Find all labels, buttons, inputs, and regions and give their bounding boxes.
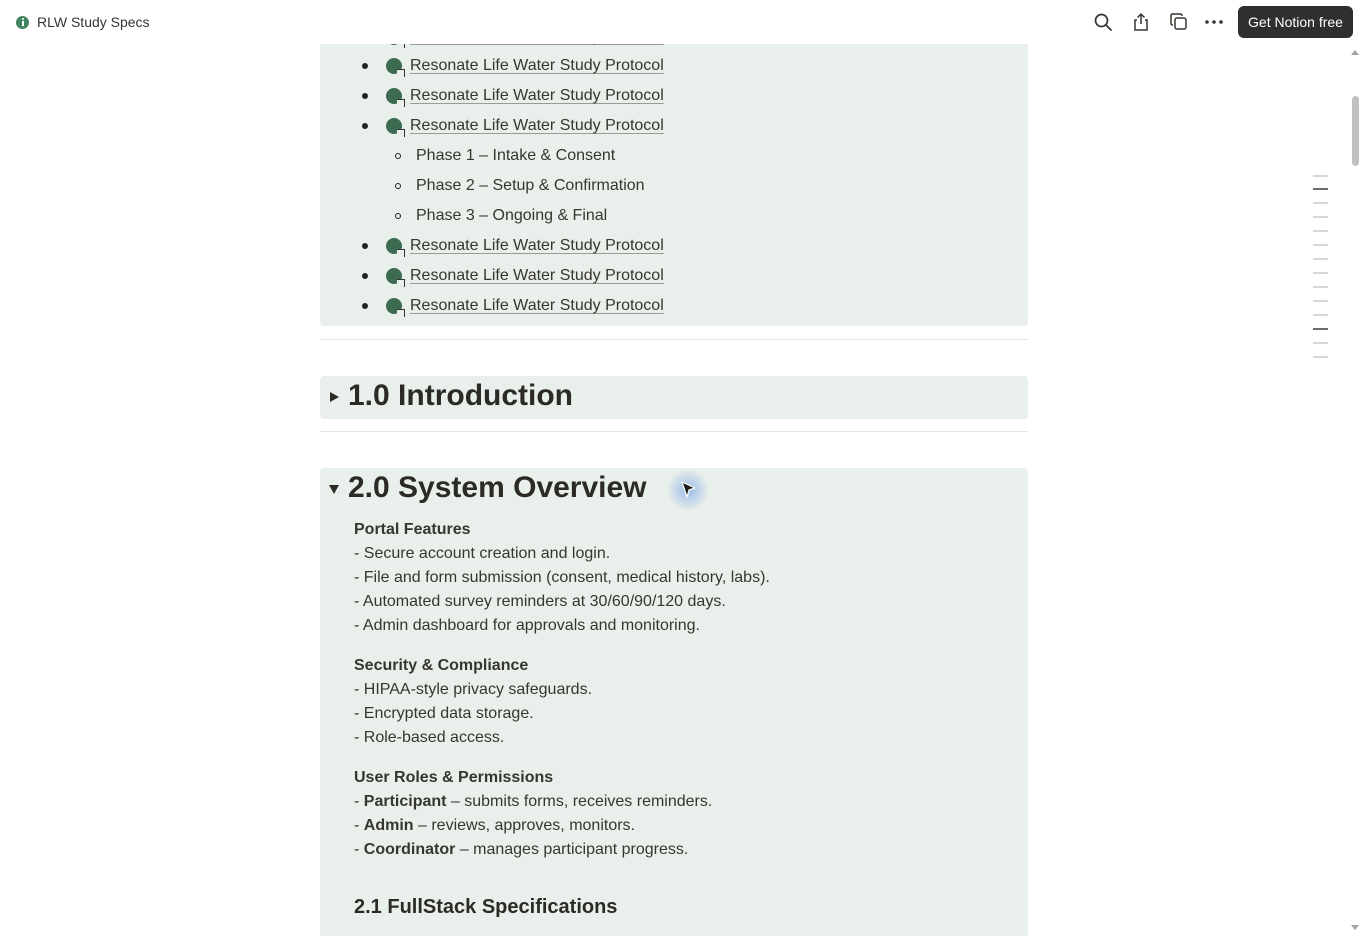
role-name: Coordinator bbox=[363, 841, 456, 858]
list-item[interactable] bbox=[362, 264, 664, 288]
sub-list-item bbox=[395, 144, 615, 168]
toc-line[interactable] bbox=[1313, 202, 1328, 204]
role-line bbox=[354, 838, 688, 862]
portal-features-title: Portal Features bbox=[354, 521, 471, 538]
page-link[interactable]: Resonate Life Water Study Protocol bbox=[410, 237, 664, 254]
sub-bullet bbox=[395, 183, 401, 189]
list-item[interactable] bbox=[362, 294, 664, 318]
bullet bbox=[362, 63, 368, 69]
page-link[interactable]: Resonate Life Water Study Protocol bbox=[410, 57, 664, 74]
intro-heading: 1.0 Introduction bbox=[348, 379, 573, 412]
get-notion-button[interactable]: Get Notion free bbox=[1238, 6, 1353, 38]
text-line: - Secure account creation and login. bbox=[354, 545, 611, 562]
role-desc: – reviews, approves, monitors. bbox=[413, 817, 635, 834]
bullet bbox=[362, 243, 368, 249]
scrollbar-track[interactable] bbox=[1348, 44, 1363, 936]
page-link-icon bbox=[386, 118, 402, 134]
duplicate-button[interactable] bbox=[1167, 10, 1191, 34]
role-name: Admin bbox=[363, 817, 414, 834]
role-line bbox=[354, 814, 635, 838]
page-link-icon bbox=[386, 238, 402, 254]
more-icon bbox=[1204, 19, 1224, 25]
text-line: - Admin dashboard for approvals and monitoring. bbox=[354, 617, 700, 634]
toc-line[interactable] bbox=[1313, 230, 1328, 232]
info-icon bbox=[16, 16, 29, 29]
page-link-icon bbox=[386, 268, 402, 284]
toggle-collapsed-icon[interactable] bbox=[330, 392, 339, 402]
sub-bullet bbox=[395, 153, 401, 159]
page-link[interactable]: Resonate Life Water Study Protocol bbox=[410, 117, 664, 134]
role-desc: – submits forms, receives reminders. bbox=[446, 793, 713, 810]
share-button[interactable] bbox=[1129, 10, 1153, 34]
bullet bbox=[362, 303, 368, 309]
sub-item-text: Phase 3 – Ongoing & Final bbox=[416, 207, 608, 224]
divider bbox=[320, 431, 1028, 432]
scroll-down-arrow-icon[interactable] bbox=[1351, 925, 1359, 930]
toc-line[interactable] bbox=[1313, 188, 1328, 190]
list-item[interactable] bbox=[362, 114, 664, 138]
more-button[interactable] bbox=[1202, 10, 1226, 34]
toc-line[interactable] bbox=[1313, 342, 1328, 344]
toc-line[interactable] bbox=[1313, 175, 1328, 177]
text-line: - HIPAA-style privacy safeguards. bbox=[354, 681, 593, 698]
text-line: - Role-based access. bbox=[354, 729, 505, 746]
text-line: - Automated survey reminders at 30/60/90/120 days. bbox=[354, 593, 726, 610]
security-title: Security & Compliance bbox=[354, 657, 529, 674]
toc-line[interactable] bbox=[1313, 356, 1328, 358]
mouse-cursor-icon bbox=[681, 481, 697, 499]
toggle-expanded-icon[interactable] bbox=[329, 485, 339, 494]
search-button[interactable] bbox=[1091, 10, 1115, 34]
page-link-icon bbox=[386, 88, 402, 104]
toc-line[interactable] bbox=[1313, 314, 1328, 316]
role-prefix: - bbox=[354, 841, 364, 858]
bullet bbox=[362, 273, 368, 279]
page-title: RLW Study Specs bbox=[37, 14, 150, 30]
duplicate-icon bbox=[1169, 12, 1189, 32]
page-link-icon bbox=[386, 58, 402, 74]
text-line: - File and form submission (consent, medical history, labs). bbox=[354, 569, 770, 586]
text-line: - Encrypted data storage. bbox=[354, 705, 534, 722]
page-link[interactable]: Resonate Life Water Study Protocol bbox=[410, 267, 664, 284]
sub-list-item bbox=[395, 174, 645, 198]
toc-line[interactable] bbox=[1313, 216, 1328, 218]
page-link[interactable]: Resonate Life Water Study Protocol bbox=[410, 87, 664, 104]
toc-line[interactable] bbox=[1313, 286, 1328, 288]
top-bar bbox=[0, 0, 1363, 44]
overview-heading[interactable]: 2.0 System Overview bbox=[348, 471, 647, 504]
toc-line[interactable] bbox=[1313, 244, 1328, 246]
role-prefix: - bbox=[354, 793, 364, 810]
breadcrumb[interactable] bbox=[16, 12, 150, 32]
share-icon bbox=[1132, 12, 1150, 32]
list-item[interactable] bbox=[362, 84, 664, 108]
sub-item-text: Phase 1 – Intake & Consent bbox=[416, 147, 616, 164]
scrollbar-thumb[interactable] bbox=[1352, 96, 1359, 166]
list-item[interactable] bbox=[362, 54, 664, 78]
toc-line[interactable] bbox=[1313, 328, 1328, 330]
divider bbox=[320, 339, 1028, 340]
sub-list-item bbox=[395, 204, 607, 228]
fullstack-subheading: 2.1 FullStack Specifications bbox=[354, 896, 618, 918]
sub-item-text: Phase 2 – Setup & Confirmation bbox=[416, 177, 645, 194]
search-icon bbox=[1093, 12, 1113, 32]
list-item[interactable] bbox=[362, 234, 664, 258]
toc-line[interactable] bbox=[1313, 272, 1328, 274]
role-prefix: - bbox=[354, 817, 364, 834]
sub-bullet bbox=[395, 213, 401, 219]
bullet bbox=[362, 93, 368, 99]
scroll-up-arrow-icon[interactable] bbox=[1351, 50, 1359, 55]
toc-line[interactable] bbox=[1313, 258, 1328, 260]
role-name: Participant bbox=[363, 793, 447, 810]
page-link-icon bbox=[386, 298, 402, 314]
roles-title: User Roles & Permissions bbox=[354, 769, 554, 786]
page-link[interactable]: Resonate Life Water Study Protocol bbox=[410, 297, 664, 314]
role-desc: – manages participant progress. bbox=[455, 841, 689, 858]
toc-line[interactable] bbox=[1313, 300, 1328, 302]
bullet bbox=[362, 123, 368, 129]
role-line bbox=[354, 790, 712, 814]
